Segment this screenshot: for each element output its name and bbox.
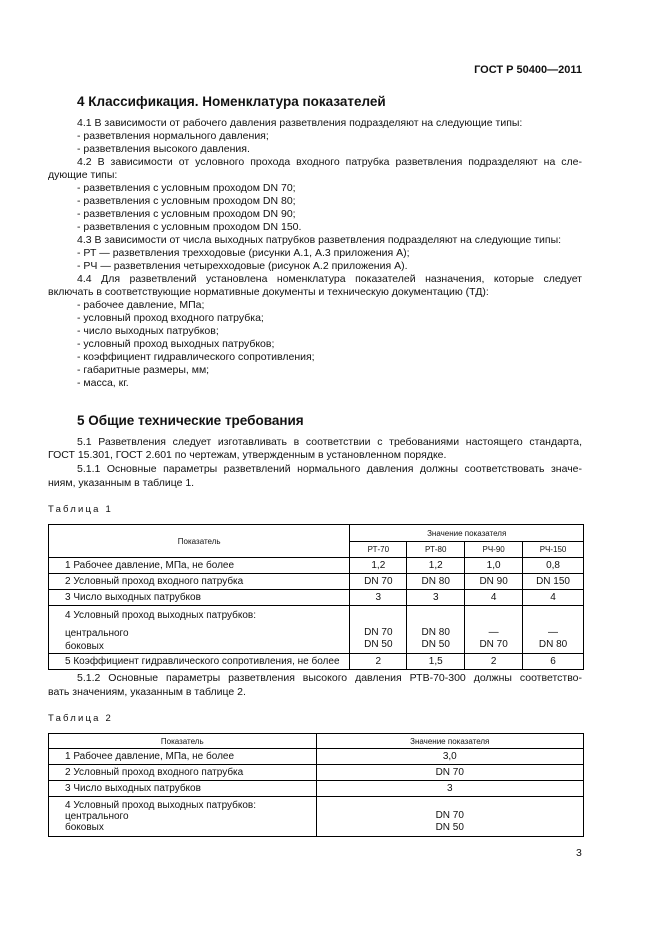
list-item: - число выходных патрубков; [77,325,219,337]
table-1-caption: Таблица 1 [48,504,113,515]
row-label: 3 Число выходных патрубков [49,781,317,797]
type-header: РТ-80 [407,542,465,558]
list-item: - разветвления с условным проходом DN 150. [77,221,302,233]
table-header-value: Значение показателя [350,525,584,542]
cell: 1,2 [350,558,407,574]
cell: 4 [523,590,584,606]
text-line: вать значениям, указанным в таблице 2. [48,686,246,698]
text-line: ниям, указанным в таблице 1. [48,477,195,489]
cell: 6 [523,654,584,670]
section-5-title: 5 Общие технические требования [77,413,304,428]
table-row [49,654,584,670]
table-row [49,749,584,765]
cell: DN 80 [538,639,568,650]
text-line: 4.1 В зависимости от рабочего давления разветвления подразделяют на следующие типы: [77,117,523,129]
text-line: дующие типы: [48,169,118,181]
cell: DN 70 [435,810,464,821]
row-sublabel: боковых [65,822,104,833]
cell: — [548,627,559,638]
text-line: 5.1.2 Основные параметры разветвления высокого давления РТВ-70-300 должны соответство- [77,672,582,684]
text-line: 4.4 Для разветвлений установлена номенклатура показателей назначения, которые следует [77,273,582,285]
list-item: - габаритные размеры, мм; [77,364,210,376]
cell: 4 [465,590,523,606]
row-label: 2 Условный проход входного патрубка [49,574,350,590]
table-row [49,781,584,797]
cell: — [488,627,499,638]
cell: DN 90 [465,574,523,590]
page-number: 3 [576,847,582,859]
list-item: - разветвления с условным проходом DN 70; [77,182,296,194]
row-label: 1 Рабочее давление, МПа, не более [49,558,350,574]
row-sublabel: центрального [65,628,129,639]
type-header: РТ-70 [350,542,407,558]
cell: 1,2 [407,558,465,574]
cell: DN 50 [421,639,450,650]
table-1 [48,524,584,670]
text-line: 4.2 В зависимости от условного прохода входного патрубка разветвления подразделяют на сле- [77,156,582,168]
list-item: - рабочее давление, МПа; [77,299,205,311]
text-line: 5.1.1 Основные параметры разветвлений нормального давления должны соответствовать значе- [77,463,582,475]
cell: DN 150 [523,574,584,590]
cell: 2 [350,654,407,670]
list-item: - разветвления с условным проходом DN 90; [77,208,296,220]
row-label: 5 Коэффициент гидравлического сопротивления, не более [49,654,350,670]
table-row [49,590,584,606]
cell: 2 [465,654,523,670]
list-item: - коэффициент гидравлического сопротивления; [77,351,315,363]
text-line: ГОСТ 15.301, ГОСТ 2.601 по чертежам, утвержденным в установленном порядке. [48,449,447,461]
list-item: - РЧ — разветвления четырехходовые (рисунок А.2 приложения А). [77,260,408,272]
row-label: 1 Рабочее давление, МПа, не более [49,749,317,765]
table-header-parameter: Показатель [49,525,350,558]
cell: DN 80 [421,627,450,638]
table-header-parameter: Показатель [49,734,317,749]
row-label: 3 Число выходных патрубков [49,590,350,606]
list-item: - разветвления с условным проходом DN 80; [77,195,296,207]
list-item: - РТ — разветвления трехходовые (рисунки А.1, А.3 приложения А); [77,247,410,259]
cell: DN 50 [364,639,393,650]
list-item: - масса, кг. [77,377,129,389]
row-label: 4 Условный проход выходных патрубков: [65,610,257,621]
cell: DN 70 [350,574,407,590]
list-item: - разветвления нормального давления; [77,130,269,142]
table-row [49,765,584,781]
cell: 3 [350,590,407,606]
text-line: 4.3 В зависимости от числа выходных патрубков разветвления подразделяют на следующие типы: [77,234,562,246]
cell: 1,0 [465,558,523,574]
section-4-title: 4 Классификация. Номенклатура показателей [77,94,386,109]
table-row [49,574,584,590]
cell: 0,8 [523,558,584,574]
table-2-caption: Таблица 2 [48,713,113,724]
table-row [49,606,584,654]
cell: 1,5 [407,654,465,670]
cell: DN 70 [479,639,508,650]
table-row [49,797,584,837]
list-item: - условный проход выходных патрубков; [77,338,275,350]
table-2 [48,733,584,837]
type-header: РЧ-90 [465,542,523,558]
cell: DN 50 [435,822,464,833]
cell: 3 [407,590,465,606]
cell: 3 [316,781,583,797]
cell: DN 80 [407,574,465,590]
list-item: - условный проход входного патрубка; [77,312,264,324]
document-code: ГОСТ Р 50400—2011 [474,64,582,76]
row-sublabel: боковых [65,641,104,652]
cell: 3,0 [316,749,583,765]
table-row [49,558,584,574]
cell: DN 70 [316,765,583,781]
cell: DN 70 [364,627,393,638]
text-line: включать в соответствующие нормативные документы и техническую документацию (ТД): [48,286,489,298]
table-header-value: Значение показателя [316,734,583,749]
row-label: 2 Условный проход входного патрубка [49,765,317,781]
list-item: - разветвления высокого давления. [77,143,250,155]
type-header: РЧ-150 [523,542,584,558]
row-sublabel: центрального [65,811,129,822]
text-line: 5.1 Разветвления следует изготавливать в соответствии с требованиями настоящего стандарта, [77,436,582,448]
row-label: 4 Условный проход выходных патрубков: [65,800,257,811]
